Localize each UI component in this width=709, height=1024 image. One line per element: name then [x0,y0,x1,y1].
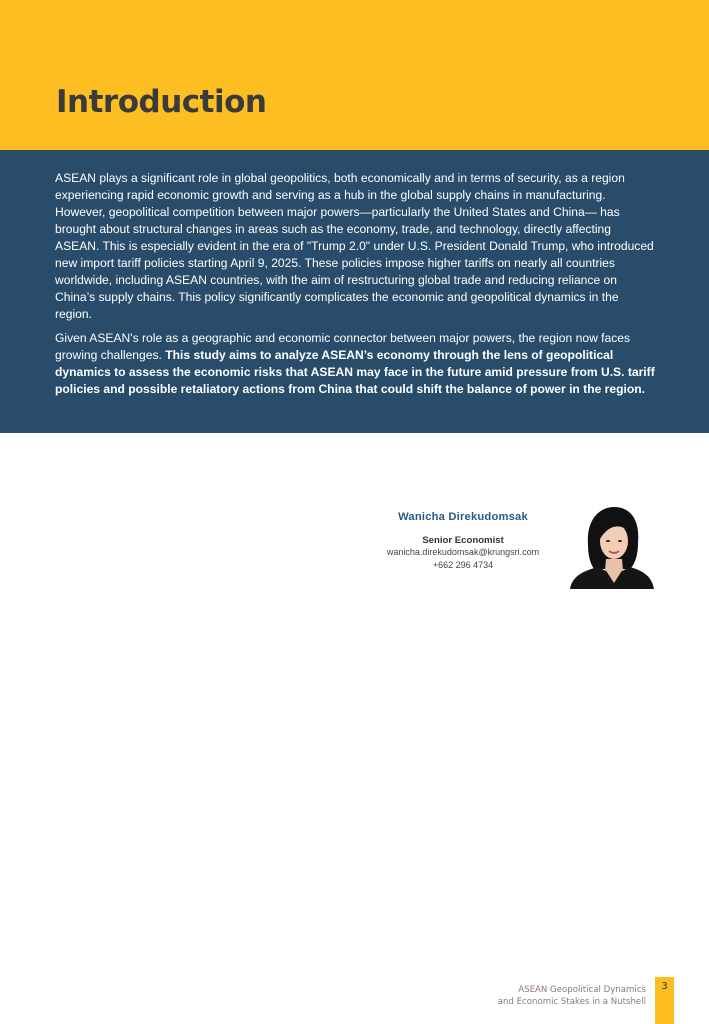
author-phone: +662 296 4734 [432,560,494,570]
intro-paragraph-1: ASEAN plays a significant role in global geopolitics, both economically and in terms of security, as a region experiencing rapid economic growth and serving as a hub in the global supply chains in manufacturing. However, geopolitical competition between major powers—particularly the United States and China— has brought about structural changes in areas such as the economy, trade, and technology, directly affecting ASEAN. This is especially evident in the era of "Trump 2.0" under U.S. President Donald Trump, who introduced new import tariff policies starting April 9, 2025. These policies impose higher tariffs on nearly all countries worldwide, including ASEAN countries, with the aim of restructuring global trade and reducing reliance on China’s supply chains. This policy significantly complicates the economic and geopolitical dynamics in the region. [55,171,654,321]
author-name: Wanicha Direkudomsak [398,511,528,523]
page-number: 3 [661,981,668,992]
author-block [372,511,554,572]
author-email: wanicha.direkudomsak@krungsri.com [386,547,540,557]
page-title: Introduction [56,84,267,120]
intro-paragraph-2-bold: This study aims to analyze ASEAN’s economy through the lens of geopolitical dynamics to assess the economic risks that ASEAN may face in the future amid pressure from U.S. tariff policies and possible retaliatory actions from China that could shift the balance of power in the region. [55,348,655,396]
author-title: Senior Economist [422,535,504,546]
footer-line-1: ASEAN Geopolitical Dynamics [518,985,646,995]
footer-report-title [498,984,646,1008]
intro-paragraph-2 [55,330,655,398]
intro-paragraph-2-plain: Given ASEAN's role as a geographic and economic connector between major powers, the region now faces growing challenges. [55,331,631,362]
intro-text [55,170,655,405]
page-number-tab [655,977,674,1024]
author-photo [568,505,654,589]
footer-line-2: and Economic Stakes in a Nutshell [497,997,646,1007]
intro-section [0,150,709,433]
header-band [0,0,709,150]
